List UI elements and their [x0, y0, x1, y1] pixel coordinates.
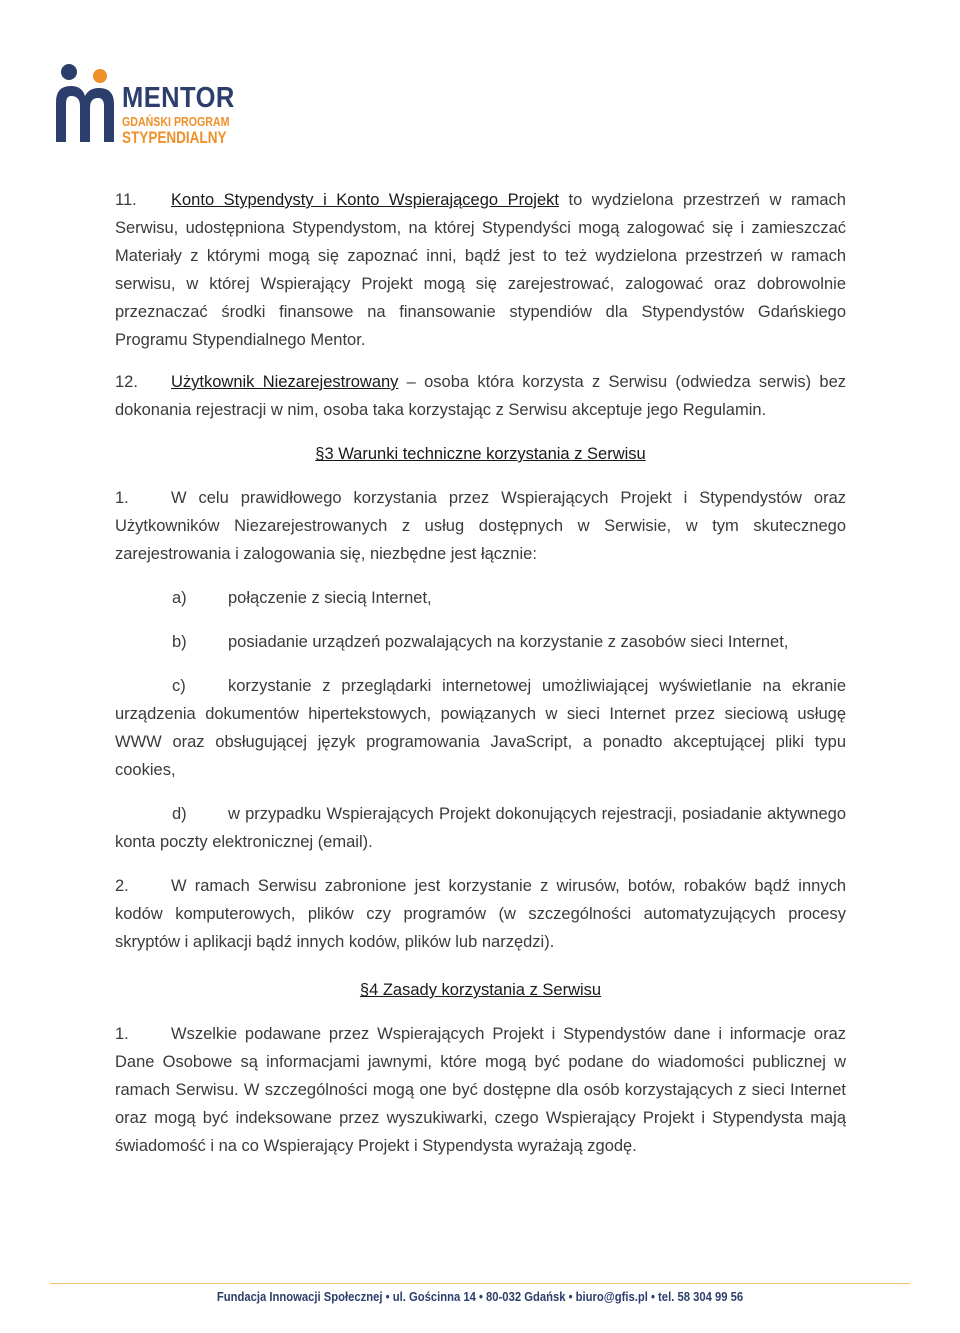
list-item-text: połączenie z siecią Internet, — [228, 589, 432, 607]
list-item — [115, 800, 846, 856]
section-heading-3: §3 Warunki techniczne korzystania z Serwisu — [315, 445, 646, 463]
section4-paragraph-1 — [115, 1020, 846, 1160]
footer-contact: Fundacja Innowacji Społecznej • ul. Gościnna 14 • 80-032 Gdańsk • biuro@gfis.pl • tel. 58 304 99 56 — [216, 1290, 744, 1304]
defined-term: Użytkownik Niezarejestrowany — [171, 373, 399, 391]
section3-paragraph-1 — [115, 484, 846, 568]
paragraph-text: W ramach Serwisu zabronione jest korzystanie z wirusów, botów, robaków bądź innych kodów komputerowych, plików czy programów (w szczególności automatyzujących procesy skryptów i aplikacji bądź innych kodów, plików lub narzędzi). — [115, 877, 846, 951]
paragraph-text: W celu prawidłowego korzystania przez Wspierających Projekt i Stypendystów oraz Użytkowników Niezarejestrowanych z usług dostępnych w Serwisie, w tym skutecznego zarejestrowania i zalogowania się, niezbędne jest łącznie: — [115, 489, 846, 563]
footer-divider — [50, 1283, 910, 1284]
paragraph-number: 11. — [115, 191, 137, 209]
list-item-label: c) — [172, 677, 186, 695]
section3-paragraph-2 — [115, 872, 846, 956]
logo-subtitle-2: STYPENDIALNY — [122, 128, 227, 147]
list-item-text: korzystanie z przeglądarki internetowej umożliwiającej wyświetlanie na ekranie urządzenia dokumentów hipertekstowych, powiązanych w sieci Internet przez sieciową usługę WWW oraz obsługującej język programowania JavaScript, a ponadto akceptującej pliki typu cookies, — [115, 677, 846, 779]
paragraph-text: – osoba która korzysta z Serwisu (odwiedza serwis) bez dokonania rejestracji w nim, osoba taka korzystając z Serwisu akceptuje jego Regulamin. — [115, 373, 846, 419]
paragraph-number: 2. — [115, 877, 129, 895]
mentor-logo — [52, 62, 235, 152]
paragraph-number: 1. — [115, 1025, 129, 1043]
paragraph-text: to wydzielona przestrzeń w ramach Serwisu, udostępniona Stypendystom, na której Stypendyści mogą zalogować się i zamieszczać Materiały z którymi mogą się zapoznać inni, bądź jest to też wydzielona przestrzeń w ramach serwisu, w której Wspierający Projekt mogą się zarejestrować, zalogować oraz dobrowolnie przeznaczać środki finansowe na finansowanie stypendiów dla Stypendystów Gdańskiego Programu Stypendialnego Mentor. — [115, 191, 846, 349]
list-item — [115, 628, 846, 656]
list-item-label: b) — [172, 633, 187, 651]
list-item-label: a) — [172, 589, 187, 607]
paragraph-11 — [115, 186, 846, 354]
mentor-logo-icon — [52, 62, 122, 147]
document-body — [115, 186, 846, 1160]
logo-word: MENTOR — [122, 82, 235, 114]
defined-term: Konto Stypendysty i Konto Wspierającego Projekt — [171, 191, 559, 209]
section-heading-4: §4 Zasady korzystania z Serwisu — [359, 981, 602, 999]
paragraph-text: Wszelkie podawane przez Wspierających Projekt i Stypendystów dane i informacje oraz Dane Osobowe są informacjami jawnymi, które mogą być podane do wiadomości publicznej w ramach Serwisu. W szczególności mogą one być dostępne dla osób korzystających z sieci Internet oraz mogą być indeksowane przez wyszukiwarki, czego Wspierający Projekt i Stypendysta mają świadomość i na co Wspierający Projekt i Stypendysta wyrażają zgodę. — [115, 1025, 846, 1155]
paragraph-number: 12. — [115, 373, 138, 391]
paragraph-number: 1. — [115, 489, 129, 507]
list-item-text: posiadanie urządzeń pozwalających na korzystanie z zasobów sieci Internet, — [228, 633, 789, 651]
logo-subtitle-1: GDAŃSKI PROGRAM — [122, 115, 230, 129]
list-item — [115, 584, 846, 612]
list-item — [115, 672, 846, 784]
list-item-label: d) — [172, 805, 187, 823]
list-item-text: w przypadku Wspierających Projekt dokonujących rejestracji, posiadanie aktywnego konta poczty elektronicznej (email). — [115, 805, 846, 851]
paragraph-12 — [115, 368, 846, 424]
